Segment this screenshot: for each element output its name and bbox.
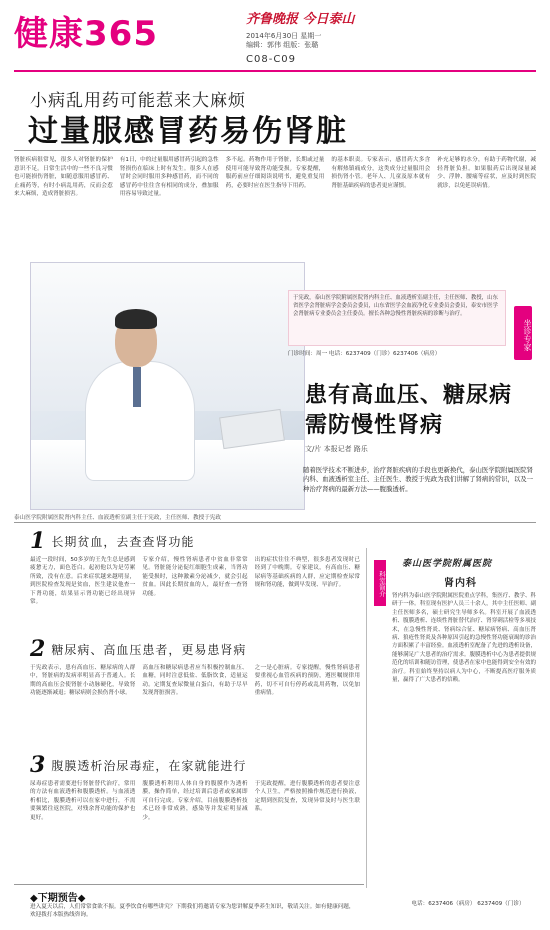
photo-caption: 泰山医学院附属医院肾内科主任、血液透析室副主任于宪政，主任医师、教授于宪政 [14, 515, 221, 521]
section-column: 专家介绍，慢性肾病患者中贫血非常常见。肾脏能分泌促红细胞生成素，当肾功能受损时，这种激素分泌减少，就会引起贫血。因此长期贫血的人，最好查一查肾功能。 [142, 557, 248, 597]
second-headline-line1: 患有高血压、糖尿病 [305, 383, 513, 408]
issue-editors: 编辑：郭伟 组版：张璐 [246, 41, 319, 49]
page-numbers: C08-C09 [246, 54, 297, 65]
section-title: 腹膜透析治尿毒症，在家就能进行 [51, 758, 247, 773]
section-number: 3 [30, 752, 46, 778]
section-column: 出的症状往往不典型，很多患者发现时已经到了中晚期。专家建议，有高血压、糖尿病等基础疾病的人群，应定期检查尿常规和肾功能，做到早发现、早治疗。 [254, 557, 360, 589]
newspaper-brand: 齐鲁晚报 今日泰山 [246, 12, 355, 27]
column-divider [366, 548, 367, 888]
issue-date: 2014年6月30日 星期一 [246, 32, 322, 40]
top-story-kicker: 小病乱用药可能惹来大麻烦 [30, 91, 246, 111]
second-headline-line2: 需防慢性肾病 [305, 413, 444, 438]
department-description: 肾内科为泰山医学院附属医院重点学科，集医疗、教学、科研于一体。科室现有医护人员三十余人，其中主任医师、副主任医师多名，硕士研究生导师多名。科室开展了血液透析、腹膜透析、连续性肾脏替代治疗、肾穿刺活检等多项技术，在急慢性肾炎、肾病综合征、糖尿病肾病、高血压肾病、狼疮性肾炎及各种原因引起的急慢性肾功能衰竭的诊治方面积累了丰富经验。血液透析室配备了先进的透析设备，能够满足广大患者的治疗需求。腹膜透析中心为患者提供规范化的培训和随访管理，使患者在家中也能得到安全有效的治疗。科室始终坚持以病人为中心，不断提高医疗服务质量，赢得了广大患者的信赖。 [392, 593, 536, 684]
section-body-2 [30, 664, 360, 748]
top-story-column: 多不起。药物作用于肾脏，长期或过量使用可能导致肾功能受损。专家提醒，服药前应仔细阅读说明书，避免重复用药，必要时应在医生指导下用药。 [225, 157, 325, 189]
section-column: 最近一段时间，50多岁的王先生总是感到疲惫无力，面色苍白。起初他以为是劳累所致，没有在意。后来症状越来越明显，到医院检查发现是贫血，医生建议他查一下肾功能，结果显示肾功能已经出现异常。 [30, 557, 136, 606]
section-body-1 [30, 556, 360, 632]
preview-title: ◆下期预告◆ [30, 893, 86, 904]
byline: 文/片 本报记者 路乐 [305, 445, 368, 453]
clinic-hours: 门诊时间：周一 电话：6237409（门诊）6237406（病房） [288, 351, 441, 357]
next-issue-preview [14, 884, 364, 926]
section-heading-1 [30, 528, 194, 554]
department-contact: 电话：6237406（病房） 6237409（门诊） [411, 901, 525, 907]
preview-text: 进入夏天以后，人们常常食欲不振。夏季饮食有哪些讲究？下期我们将邀请专家为您讲解夏季养生知识，敬请关注。如有健康问题，欢迎拨打本版热线咨询。 [30, 904, 355, 918]
section-number: 1 [30, 528, 46, 554]
section-body-3 [30, 780, 360, 880]
section-heading-3 [30, 752, 246, 778]
masthead-rule [14, 70, 536, 72]
section-column: 于宪政表示，患有高血压、糖尿病的人群中，肾脏病的发病率明显高于普通人。长期的高血压会使肾脏小动脉硬化，导致肾功能逐渐减退；糖尿病则会损伤肾小球。 [30, 665, 136, 697]
department-name: 肾内科 [444, 578, 477, 589]
issue-info [246, 32, 321, 50]
section-column: 于宪政提醒，进行腹膜透析的患者要注意个人卫生，严格按照操作规范进行换液，定期到医院复查，发现异常及时与医生联系。 [254, 781, 360, 813]
section-column: 尿毒症患者需要进行肾脏替代治疗，常用的方法有血液透析和腹膜透析。与血液透析相比，腹膜透析可以在家中进行，不需要频繁往返医院，对残余肾功能的保护也更好。 [30, 781, 136, 821]
section-title: 健康365 [14, 14, 158, 54]
top-story-column: 的基本职责。专家表示，感冒药大多含有解热镇痛成分，这类成分过量服用会损伤肾小管。老年人、儿童及原本就有肾脏基础疾病的患者更应谨慎。 [331, 157, 431, 189]
section-title: 长期贫血，去查查肾功能 [51, 534, 195, 549]
divider [14, 522, 536, 523]
expert-tag: 坐诊专家 [514, 306, 532, 360]
divider [14, 150, 536, 151]
section-number: 2 [30, 636, 46, 662]
department-intro-tag: 科室简介 [374, 560, 386, 606]
top-story-column: 补充足够的水分，有助于药物代谢，减轻肾脏负担。如果服药后出现尿量减少、浮肿、腰痛等症状，应及时到医院就诊，以免延误病情。 [437, 157, 536, 189]
hospital-name: 泰山医学院附属医院 [402, 559, 493, 569]
top-story-body [14, 156, 536, 260]
section-column: 高血压和糖尿病患者应当积极控制血压、血糖，同时注意低盐、低脂饮食，适量运动。定期复查尿微量白蛋白，有助于尽早发现肾脏损害。 [142, 665, 248, 697]
top-story-headline: 过量服感冒药易伤肾脏 [28, 114, 348, 149]
section-heading-2 [30, 636, 246, 662]
masthead [0, 0, 550, 78]
lead-paragraph: 随着医学技术不断进步，治疗肾脏疾病的手段也更新换代，泰山医学院附属医院肾内科、血液透析室主任、主任医生、教授于宪政为我们讲解了肾病的常识，以及一种治疗肾病的最新方法——腹膜透析。 [303, 466, 534, 493]
section-column: 之一是心脏病。专家提醒，慢性肾病患者要重视心血管疾病的预防，遵医嘱规律用药，切不可自行停药或乱用药物，以免加重病情。 [254, 665, 360, 697]
section-column: 腹膜透析利用人体自身的腹膜作为透析膜，操作简单，经过培训后患者或家属即可自行完成。专家介绍，目前腹膜透析技术已经非常成熟，感染等并发症明显减少。 [142, 781, 248, 821]
top-story-column: 肾脏疾病很常见，很多人对肾脏的保护意识不足。日常生活中的一些不良习惯也可能损伤肾脏，如随意服用感冒药、止痛药等，有时小病乱用药，反而会惹来大麻烦，造成肾脏损害。 [14, 157, 113, 198]
top-story-column: 有1日，中的过量服用感冒药引起的急性肾损伤在临床上时有发生。很多人在感冒时会同时服用多种感冒药，而不同的感冒药中往往含有相同的成分，叠加服用容易导致过量。 [119, 157, 219, 198]
expert-bio: 于宪政，泰山医学院附属医院肾内科主任、血液透析室副主任，主任医师、教授，山东省医学会肾脏病学会委员会委员，山东省医学会血液净化专业委员会委员，泰安市医学会肾脏病专业委员会主任委员。擅长各种急慢性肾脏疾病的诊断与治疗。 [288, 290, 506, 346]
doctor-photo [30, 262, 305, 510]
section-title: 糖尿病、高血压患者，更易患肾病 [51, 642, 247, 657]
